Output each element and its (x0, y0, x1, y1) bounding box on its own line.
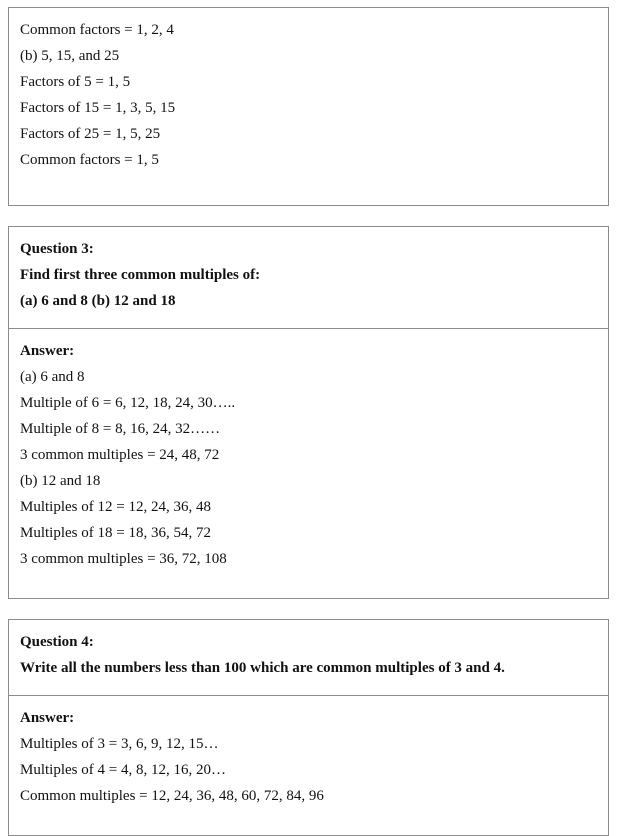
answer-line: Multiples of 3 = 3, 6, 9, 12, 15… (20, 736, 219, 752)
answer-line: 3 common multiples = 36, 72, 108 (20, 551, 227, 567)
question-3-answer (9, 329, 608, 598)
question-4-prompt (9, 620, 608, 696)
answer-label: Answer: (20, 710, 75, 726)
answer-line: Common multiples = 12, 24, 36, 48, 60, 72, 84, 96 (20, 788, 324, 804)
question-3-prompt-line: Find first three common multiples of: (20, 267, 261, 283)
question-4-answer (9, 696, 608, 835)
question-4-heading: Question 4: (20, 634, 94, 650)
answer-line: Factors of 5 = 1, 5 (20, 74, 131, 90)
answer-line: Factors of 15 = 1, 3, 5, 15 (20, 100, 176, 116)
question-3-heading: Question 3: (20, 241, 94, 257)
answer-label: Answer: (20, 343, 75, 359)
answer-line: (b) 5, 15, and 25 (20, 48, 120, 64)
answer-line: (a) 6 and 8 (20, 369, 85, 385)
answer-line: Common factors = 1, 2, 4 (20, 22, 174, 38)
answer-line: (b) 12 and 18 (20, 473, 101, 489)
question-3-box (8, 226, 609, 599)
answer-line: Factors of 25 = 1, 5, 25 (20, 126, 161, 142)
answer-line: Multiples of 12 = 12, 24, 36, 48 (20, 499, 211, 515)
answer-line: Multiple of 8 = 8, 16, 24, 32…… (20, 421, 221, 437)
answer-line: Multiples of 4 = 4, 8, 12, 16, 20… (20, 762, 226, 778)
answer-line: Multiple of 6 = 6, 12, 18, 24, 30….. (20, 395, 236, 411)
answer-continuation-box (8, 7, 609, 206)
answer-line: 3 common multiples = 24, 48, 72 (20, 447, 220, 463)
question-4-prompt-line: Write all the numbers less than 100 which are common multiples of 3 and 4. (20, 660, 505, 676)
answer-line: Common factors = 1, 5 (20, 152, 159, 168)
question-4-box (8, 619, 609, 836)
question-3-prompt (9, 227, 608, 329)
question-3-prompt-line: (a) 6 and 8 (b) 12 and 18 (20, 293, 176, 309)
answer-line: Multiples of 18 = 18, 36, 54, 72 (20, 525, 211, 541)
